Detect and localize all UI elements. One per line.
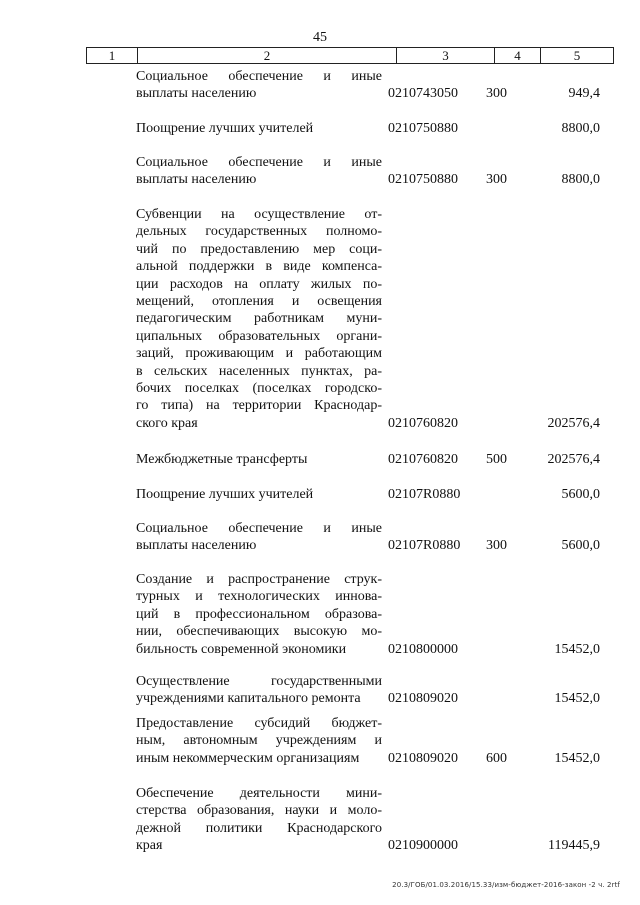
table-row bbox=[136, 206, 616, 432]
column-header-4: 4 bbox=[495, 48, 541, 63]
description-line: турных и технологических иннова- bbox=[136, 589, 382, 605]
row-amount: 949,4 bbox=[568, 86, 600, 102]
row-code: 0210743050 bbox=[388, 86, 458, 102]
row-expense-type: 300 bbox=[486, 86, 507, 102]
row-description bbox=[136, 68, 382, 103]
row-description bbox=[136, 206, 382, 432]
description-line: Создание и распространение струк- bbox=[136, 572, 382, 587]
description-line: Обеспечение деятельности мини- bbox=[136, 786, 382, 801]
table-row bbox=[136, 451, 616, 468]
row-amount: 119445,9 bbox=[548, 838, 600, 854]
description-line: Социальное обеспечение и иные bbox=[136, 521, 382, 536]
row-amount: 202576,4 bbox=[547, 451, 600, 467]
table-row bbox=[136, 486, 616, 503]
description-line: иным некоммерческим организациям bbox=[136, 750, 360, 766]
description-line: нии, обеспечивающих высокую мо- bbox=[136, 624, 382, 640]
row-code: 0210800000 bbox=[388, 641, 458, 657]
description-line: го типа) на территории Краснодар- bbox=[136, 398, 382, 414]
description-line: Поощрение лучших учителей bbox=[136, 487, 314, 502]
description-line: Социальное обеспечение и иные bbox=[136, 69, 382, 84]
row-description bbox=[136, 120, 382, 137]
column-header-2: 2 bbox=[138, 48, 397, 63]
description-line: чий по предоставлению мер соци- bbox=[136, 241, 382, 257]
row-code: 02107R0880 bbox=[388, 486, 461, 502]
description-line: мещений, отопления и освещения bbox=[136, 294, 382, 310]
row-code: 0210900000 bbox=[388, 838, 458, 854]
description-line: ции расходов на оплату жилых по- bbox=[136, 276, 382, 292]
description-line: бильность современной экономики bbox=[136, 641, 347, 657]
description-line: Социальное обеспечение и иные bbox=[136, 155, 382, 170]
description-line: Поощрение лучших учителей bbox=[136, 121, 314, 136]
table-row bbox=[136, 68, 616, 103]
description-line: бочих поселках (поселках городско- bbox=[136, 381, 382, 397]
description-line: ципальных образовательных органи- bbox=[136, 328, 382, 344]
row-code: 0210750880 bbox=[388, 172, 458, 188]
row-code: 0210750880 bbox=[388, 120, 458, 136]
row-amount: 5600,0 bbox=[561, 538, 600, 554]
description-line: Субвенции на осуществление от- bbox=[136, 207, 382, 222]
description-line: дельных государственных полномо- bbox=[136, 224, 382, 240]
row-description bbox=[136, 520, 382, 555]
description-line: ского края bbox=[136, 415, 198, 431]
description-line: выплаты населению bbox=[136, 172, 257, 188]
row-description bbox=[136, 673, 382, 708]
table-row bbox=[136, 571, 616, 658]
page-number: 45 bbox=[313, 30, 327, 45]
row-description bbox=[136, 451, 382, 468]
row-amount: 5600,0 bbox=[561, 486, 600, 502]
row-code: 0210760820 bbox=[388, 451, 458, 467]
description-line: Предоставление субсидий бюджет- bbox=[136, 716, 382, 731]
row-description bbox=[136, 715, 382, 767]
description-line: ным, автономным учреждениям и bbox=[136, 733, 382, 749]
column-header-5: 5 bbox=[573, 47, 581, 63]
table-row bbox=[136, 715, 616, 767]
row-code: 0210760820 bbox=[388, 415, 458, 431]
table-row bbox=[136, 154, 616, 189]
document-footer: 20.3/ГОБ/01.03.2016/15.33/изм-бюджет-2016-закон -2 ч. 2rtf bbox=[392, 881, 620, 889]
row-amount: 15452,0 bbox=[554, 691, 600, 707]
row-amount: 15452,0 bbox=[554, 750, 600, 766]
table-row bbox=[136, 520, 616, 555]
row-description bbox=[136, 154, 382, 189]
description-line: выплаты населению bbox=[136, 538, 257, 554]
description-line: края bbox=[136, 838, 163, 854]
description-line: альной поддержки в виде компенса- bbox=[136, 259, 382, 275]
row-amount: 8800,0 bbox=[561, 172, 600, 188]
row-description bbox=[136, 486, 382, 503]
row-expense-type: 600 bbox=[486, 750, 507, 766]
row-code: 0210809020 bbox=[388, 750, 458, 766]
table-row bbox=[136, 120, 616, 137]
row-description bbox=[136, 571, 382, 658]
description-line: выплаты населению bbox=[136, 86, 257, 102]
row-expense-type: 300 bbox=[486, 538, 507, 554]
table-row bbox=[136, 673, 616, 708]
description-line: Осуществление государственными bbox=[136, 674, 382, 689]
row-description bbox=[136, 785, 382, 855]
table-header-row bbox=[86, 47, 614, 64]
column-header-3: 3 bbox=[397, 48, 495, 63]
row-amount: 202576,4 bbox=[547, 415, 600, 431]
description-line: дежной политики Краснодарского bbox=[136, 820, 382, 836]
description-line: в сельских населенных пунктах, ра- bbox=[136, 363, 382, 379]
row-code: 02107R0880 bbox=[388, 538, 461, 554]
description-line: Межбюджетные трансферты bbox=[136, 452, 308, 467]
description-line: ций в профессиональном образова- bbox=[136, 606, 382, 622]
row-expense-type: 500 bbox=[486, 451, 507, 467]
description-line: заций, проживающим и работающим bbox=[136, 346, 382, 362]
description-line: учреждениями капитального ремонта bbox=[136, 691, 361, 707]
description-line: стерства образования, науки и моло- bbox=[136, 803, 382, 819]
column-header-1: 1 bbox=[87, 48, 138, 63]
row-code: 0210809020 bbox=[388, 691, 458, 707]
row-amount: 15452,0 bbox=[554, 641, 600, 657]
description-line: педагогическим работникам муни- bbox=[136, 311, 382, 327]
row-expense-type: 300 bbox=[486, 172, 507, 188]
row-amount: 8800,0 bbox=[561, 120, 600, 136]
table-row bbox=[136, 785, 616, 855]
